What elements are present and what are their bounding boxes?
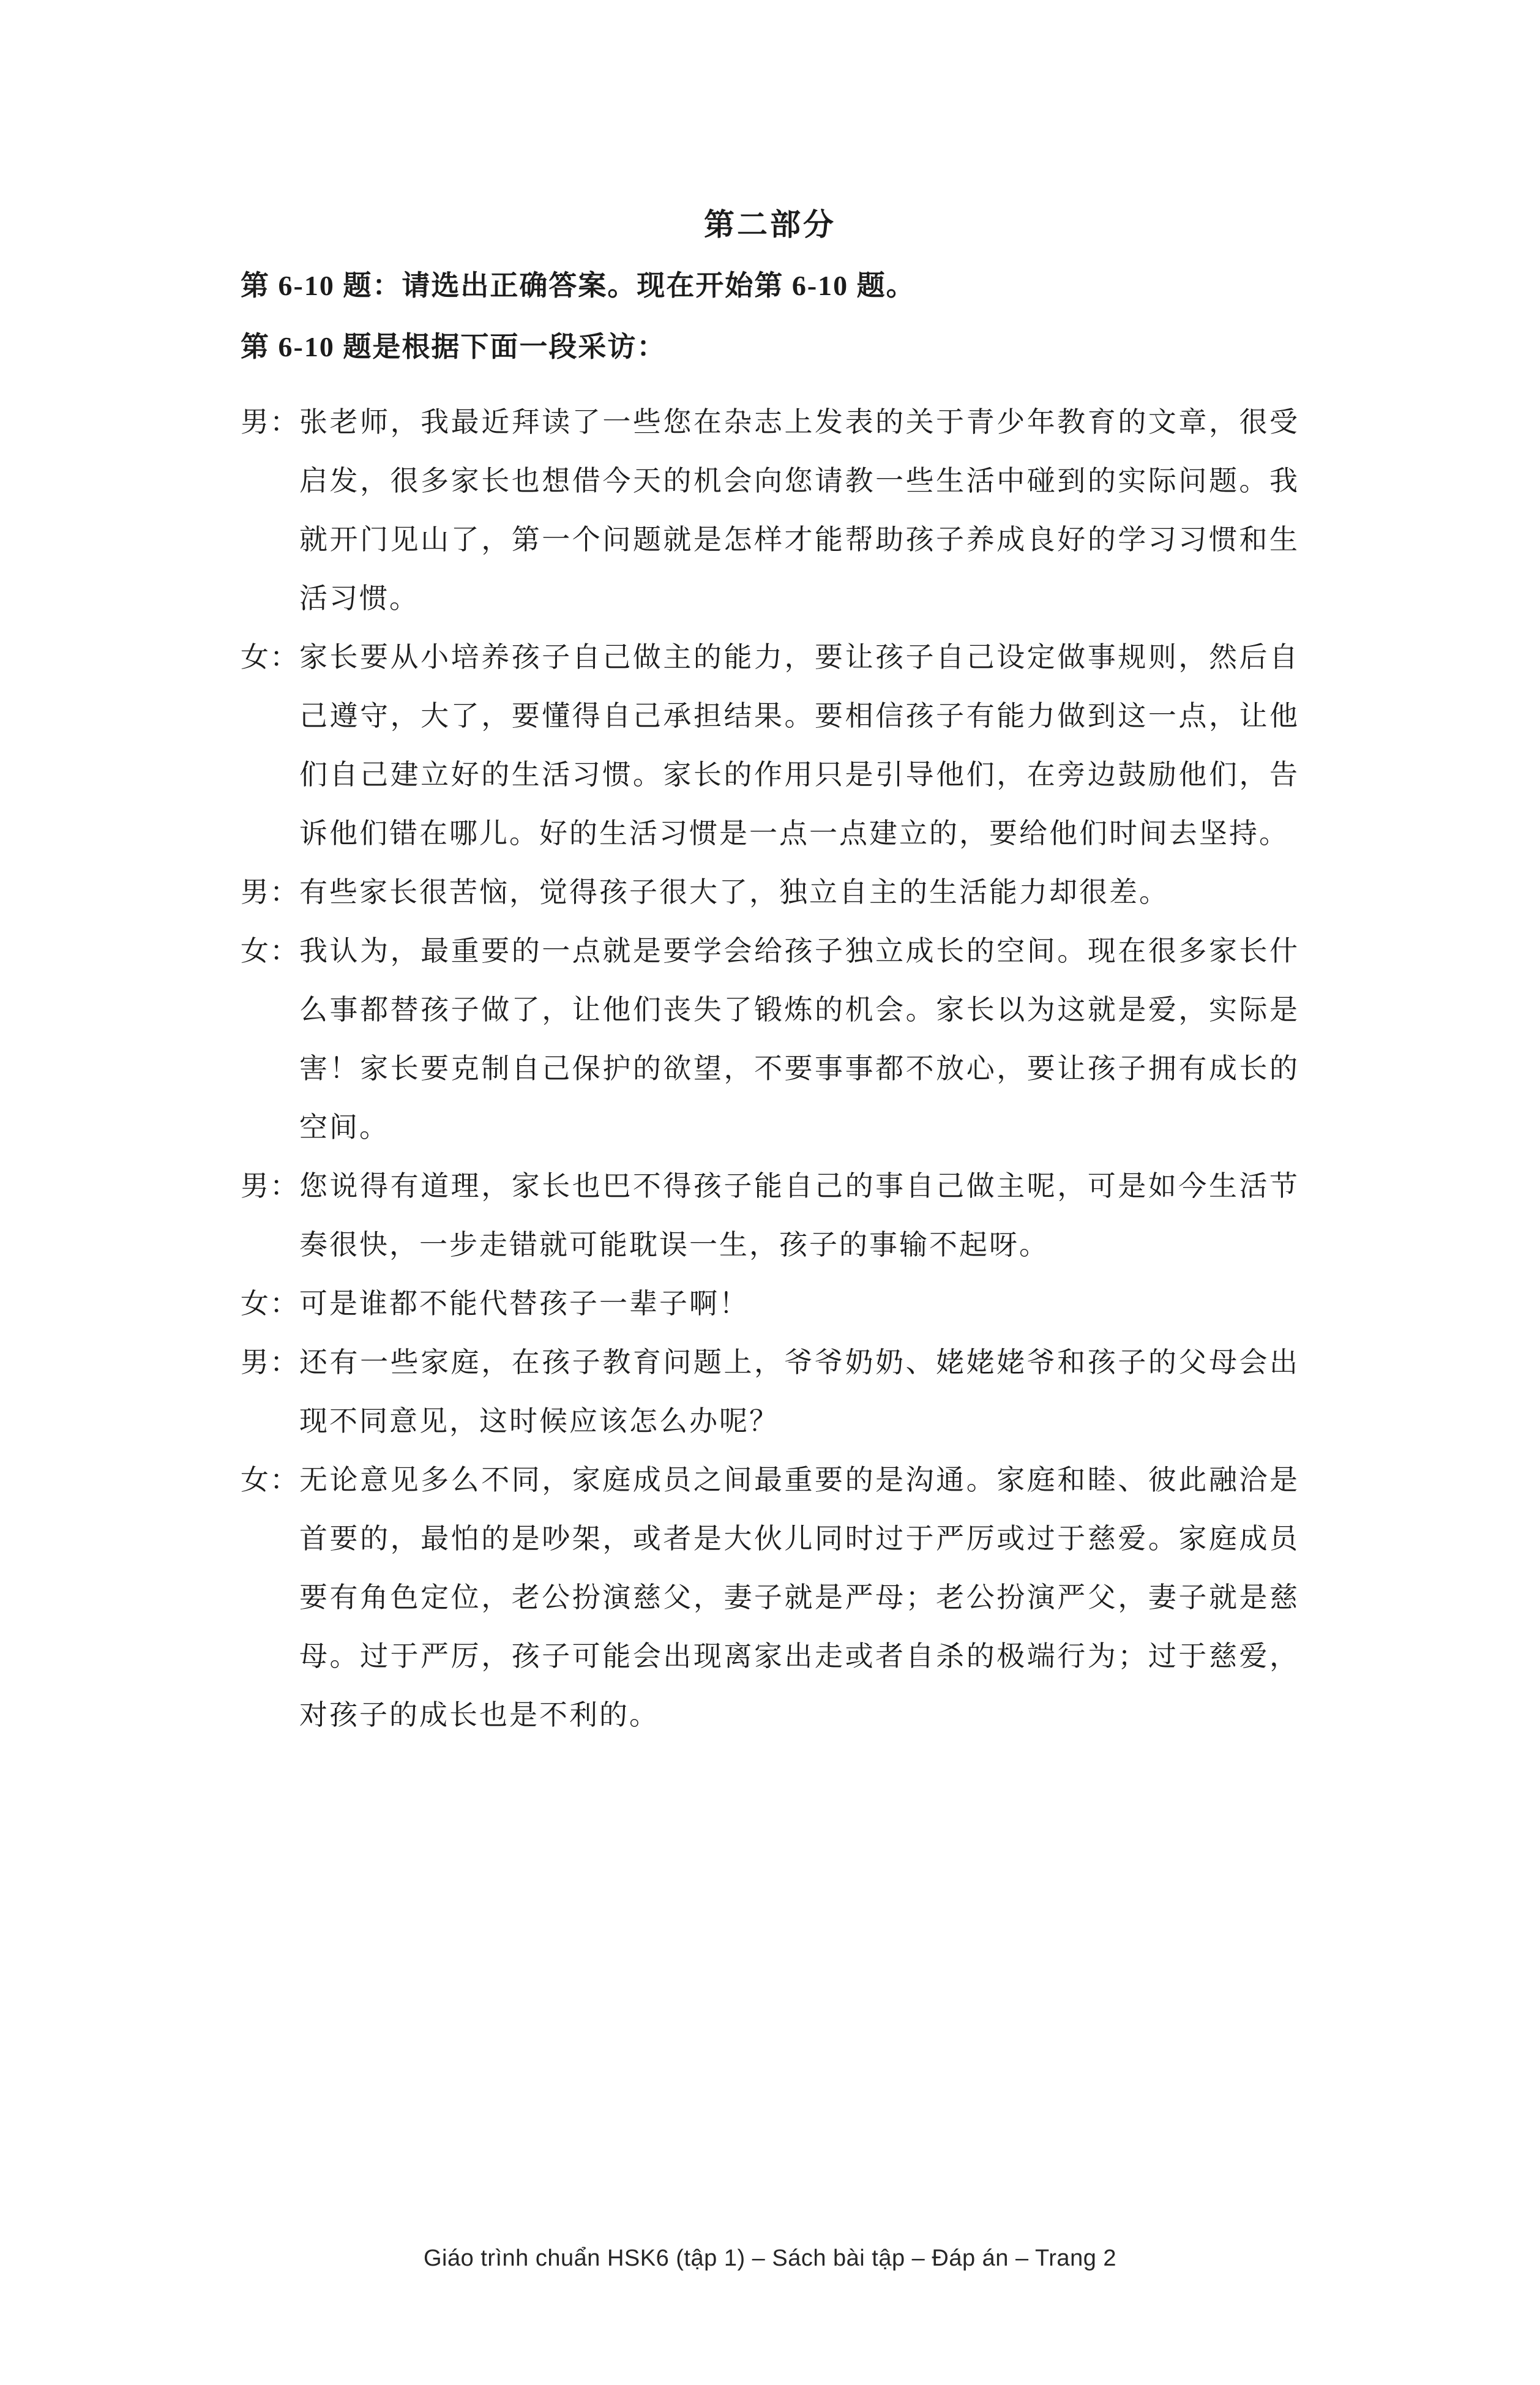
dialogue-paragraph — [241, 922, 1299, 1157]
speaker-label: 男： — [241, 877, 299, 908]
speaker-label: 男： — [241, 406, 299, 438]
speaker-label: 女： — [241, 642, 299, 673]
dialogue-text: 有些家长很苦恼，觉得孩子很大了，独立自主的生活能力却很差。 — [299, 877, 1169, 908]
dialogue-text: 无论意见多么不同，家庭成员之间最重要的是沟通。家庭和睦、彼此融洽是首要的，最怕的是吵架，或者是大伙儿同时过于严厉或过于慈爱。家庭成员要有角色定位，老公扮演慈父，妻子就是严母；老公扮演严父，妻子就是慈母。过于严厉，孩子可能会出现离家出走或者自杀的极端行为；过于慈爱，对孩子的成长也是不利的。 — [299, 1464, 1299, 1731]
dialogue-text: 可是谁都不能代替孩子一辈子啊！ — [299, 1288, 749, 1319]
dialogue-paragraph — [241, 863, 1299, 922]
dialogue-text: 还有一些家庭，在孩子教育问题上，爷爷奶奶、姥姥姥爷和孩子的父母会出现不同意见，这时候应该怎么办呢？ — [299, 1347, 1299, 1437]
dialogue-text: 您说得有道理，家长也巴不得孩子能自己的事自己做主呢，可是如今生活节奏很快，一步走错就可能耽误一生，孩子的事输不起呀。 — [299, 1170, 1299, 1260]
speaker-label: 女： — [241, 935, 299, 967]
speaker-label: 男： — [241, 1347, 299, 1378]
dialogue-paragraph — [241, 628, 1299, 863]
dialogue-paragraph — [241, 393, 1299, 628]
interview-transcript — [241, 393, 1299, 1745]
speaker-label: 女： — [241, 1288, 299, 1319]
dialogue-text: 张老师，我最近拜读了一些您在杂志上发表的关于青少年教育的文章，很受启发，很多家长也想借今天的机会向您请教一些生活中碰到的实际问题。我就开门见山了，第一个问题就是怎样才能帮助孩子养成良好的学习习惯和生活习惯。 — [299, 406, 1299, 614]
page-content — [241, 194, 1299, 1745]
section-title: 第二部分 — [704, 208, 836, 242]
dialogue-paragraph — [241, 1451, 1299, 1745]
dialogue-text: 家长要从小培养孩子自己做主的能力，要让孩子自己设定做事规则，然后自己遵守，大了，要懂得自己承担结果。要相信孩子有能力做到这一点，让他们自己建立好的生活习惯。家长的作用只是引导他们，在旁边鼓励他们，告诉他们错在哪儿。好的生活习惯是一点一点建立的，要给他们时间去坚持。 — [299, 642, 1299, 849]
speaker-label: 女： — [241, 1464, 299, 1496]
dialogue-paragraph — [241, 1333, 1299, 1451]
speaker-label: 男： — [241, 1170, 299, 1202]
instruction-text: 第 6-10 题：请选出正确答案。现在开始第 6-10 题。 — [241, 270, 916, 301]
dialogue-paragraph — [241, 1157, 1299, 1275]
dialogue-paragraph — [241, 1275, 1299, 1333]
dialogue-text: 我认为，最重要的一点就是要学会给孩子独立成长的空间。现在很多家长什么事都替孩子做了，让他们丧失了锻炼的机会。家长以为这就是爱，实际是害！家长要克制自己保护的欲望，不要事事都不放心，要让孩子拥有成长的空间。 — [299, 935, 1299, 1143]
source-note: 第 6-10 题是根据下面一段采访： — [241, 331, 667, 362]
page-footer: Giáo trình chuẩn HSK6 (tập 1) – Sách bài tập – Đáp án – Trang 2 — [423, 2245, 1117, 2271]
